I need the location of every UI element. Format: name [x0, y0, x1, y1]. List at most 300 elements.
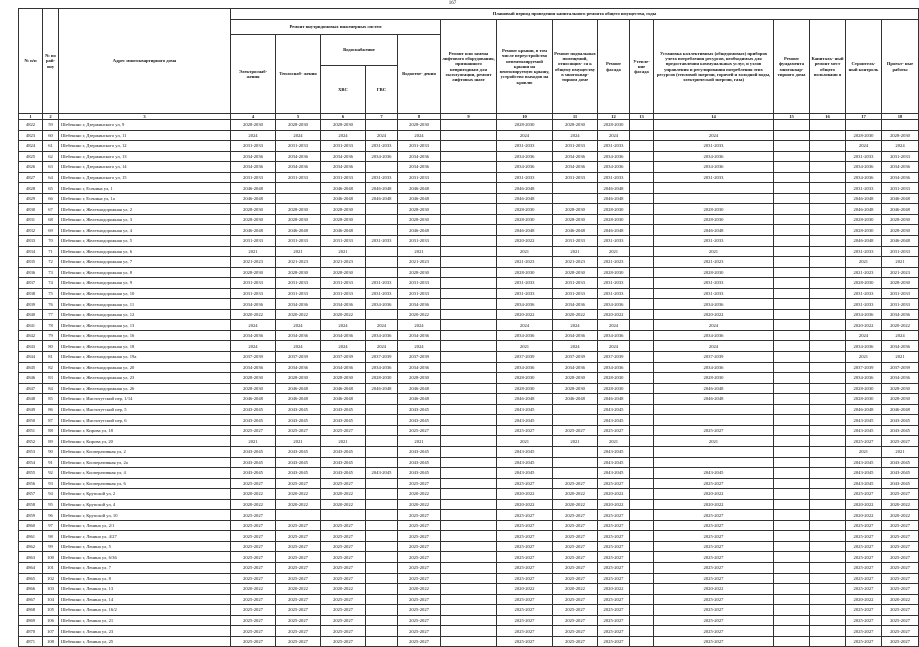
table-cell: 2025-2027 [497, 478, 553, 489]
table-cell: 2020-2022 [882, 594, 919, 605]
table-cell: 2034-2036 [321, 299, 366, 310]
address-cell: Шебекино г, Ленина ул, 16/2 [59, 605, 231, 616]
table-cell: 2021 [846, 257, 882, 268]
table-cell: 2034-2036 [553, 299, 598, 310]
table-cell: 2025-2027 [846, 552, 882, 563]
table-cell [810, 394, 846, 405]
table-cell: 2025-2027 [598, 425, 630, 436]
table-cell: 2025-2027 [882, 562, 919, 573]
table-cell [366, 562, 398, 573]
table-cell: 2025-2027 [231, 605, 276, 616]
table-cell [774, 594, 810, 605]
table-cell: 2028-2030 [846, 394, 882, 405]
table-cell: 2034-2036 [497, 299, 553, 310]
table-cell [366, 394, 398, 405]
table-cell [630, 172, 654, 183]
table-cell: 2031-2033 [321, 141, 366, 152]
table-cell: 2034-2036 [598, 362, 630, 373]
table-cell [810, 499, 846, 510]
table-cell [441, 151, 497, 162]
table-cell [441, 636, 497, 647]
table-cell [441, 415, 497, 426]
table-cell [774, 404, 810, 415]
table-cell [810, 415, 846, 426]
table-cell [630, 214, 654, 225]
table-cell: 92 [43, 468, 59, 479]
address-cell: Шебекино г, Железнодорожная ул, 7 [59, 257, 231, 268]
table-cell: 2025-2027 [321, 478, 366, 489]
table-cell: 2024 [497, 320, 553, 331]
table-cell: 2025-2027 [846, 531, 882, 542]
table-cell: 2025-2027 [398, 478, 441, 489]
table-cell [810, 425, 846, 436]
table-cell [366, 162, 398, 173]
address-cell: Шебекино г, Дзержинского ул, 11 [59, 130, 231, 141]
table-cell: 2021-2023 [846, 267, 882, 278]
table-cell: 2025-2027 [321, 605, 366, 616]
table-cell [366, 615, 398, 626]
table-cell: 2025-2027 [846, 489, 882, 500]
table-cell: 2025-2027 [598, 552, 630, 563]
table-cell: 2025-2027 [321, 531, 366, 542]
table-cell [441, 468, 497, 479]
table-row [19, 573, 919, 584]
table-cell: 4867 [19, 594, 43, 605]
table-cell [553, 415, 598, 426]
table-cell: 2025-2027 [598, 626, 630, 637]
table-cell: 2025-2027 [553, 573, 598, 584]
table-body [19, 114, 919, 647]
table-cell: 2025-2027 [321, 425, 366, 436]
header-basement: Ремонт подвальных помещений, относящих- ся к общему имуществу в многоквар- тирном доме [553, 20, 598, 114]
table-cell: 2028-2030 [398, 267, 441, 278]
table-cell: 2046-2048 [654, 383, 774, 394]
table-cell: 2021 [598, 246, 630, 257]
table-cell: 2034-2036 [276, 362, 321, 373]
table-cell [366, 541, 398, 552]
table-cell: 2028-2030 [598, 383, 630, 394]
address-cell: Шебекино г, Крупской ул, 10 [59, 510, 231, 521]
column-number: 4 [231, 114, 276, 120]
table-cell: 2031-2033 [497, 278, 553, 289]
table-cell: 2034-2036 [276, 299, 321, 310]
table-cell [366, 267, 398, 278]
address-cell: Шебекино г, Крупской ул, 2 [59, 489, 231, 500]
table-row [19, 362, 919, 373]
table-cell [810, 236, 846, 247]
table-cell: 2028-2030 [231, 267, 276, 278]
table-cell [810, 120, 846, 131]
table-cell: 2025-2027 [654, 636, 774, 647]
table-cell: 2025-2027 [654, 541, 774, 552]
table-row [19, 172, 919, 183]
table-cell [630, 605, 654, 616]
table-cell: 101 [43, 562, 59, 573]
table-cell: 4848 [19, 394, 43, 405]
table-cell: 2031-2033 [846, 299, 882, 310]
table-cell: 2025-2027 [882, 615, 919, 626]
address-cell: Шебекино г, Железнодорожная ул, 4 [59, 225, 231, 236]
address-cell: Шебекино г, Институтский пер, 5 [59, 404, 231, 415]
table-cell: 2034-2036 [321, 162, 366, 173]
table-cell [630, 257, 654, 268]
table-cell: 2028-2030 [598, 373, 630, 384]
table-cell [441, 193, 497, 204]
table-cell [441, 309, 497, 320]
table-cell: 2025-2027 [276, 636, 321, 647]
repair-schedule-table [18, 8, 919, 647]
table-cell: 2028-2030 [553, 267, 598, 278]
table-cell [774, 246, 810, 257]
table-cell: 2025-2027 [598, 573, 630, 584]
table-cell: 2043-2045 [882, 415, 919, 426]
table-cell: 2043-2045 [846, 478, 882, 489]
table-cell: 2025-2027 [882, 573, 919, 584]
table-cell: 104 [43, 594, 59, 605]
table-cell: 2025-2027 [882, 520, 919, 531]
table-cell: 4863 [19, 552, 43, 563]
header-design-works: Проект- ные работы [882, 20, 919, 114]
table-cell: 2024 [398, 130, 441, 141]
table-row [19, 299, 919, 310]
table-cell: 2037-2039 [366, 352, 398, 363]
table-cell: 72 [43, 257, 59, 268]
table-cell: 2020-2022 [882, 320, 919, 331]
table-cell: 2031-2033 [598, 288, 630, 299]
column-number: 14 [654, 114, 774, 120]
table-cell: 86 [43, 404, 59, 415]
table-cell: 2034-2036 [654, 162, 774, 173]
table-cell: 59 [43, 120, 59, 131]
table-cell: 2046-2048 [882, 236, 919, 247]
table-cell: 62 [43, 151, 59, 162]
table-cell: 2021-2023 [276, 257, 321, 268]
table-cell: 89 [43, 436, 59, 447]
table-cell [366, 584, 398, 595]
table-cell: 2025-2027 [882, 552, 919, 563]
table-cell: 2025-2027 [321, 520, 366, 531]
table-cell: 4856 [19, 478, 43, 489]
table-cell: 2024 [366, 320, 398, 331]
table-cell [630, 352, 654, 363]
table-cell: 2025-2027 [497, 626, 553, 637]
table-cell: 2043-2045 [882, 457, 919, 468]
table-cell: 2034-2036 [654, 151, 774, 162]
table-cell: 2024 [321, 320, 366, 331]
table-cell [441, 204, 497, 215]
table-cell [774, 141, 810, 152]
table-cell [774, 130, 810, 141]
table-cell [630, 531, 654, 542]
table-cell [366, 425, 398, 436]
table-cell: 2031-2033 [654, 288, 774, 299]
table-cell: 2046-2048 [398, 383, 441, 394]
table-cell [441, 394, 497, 405]
table-cell [774, 193, 810, 204]
table-cell: 2043-2045 [231, 404, 276, 415]
table-cell: 2028-2030 [231, 383, 276, 394]
table-row [19, 267, 919, 278]
table-row [19, 383, 919, 394]
table-cell: 2020-2022 [846, 320, 882, 331]
table-cell [630, 436, 654, 447]
address-cell: Шебекино г, Есенина ул, 1а [59, 193, 231, 204]
table-cell: 2046-2048 [276, 383, 321, 394]
table-cell: 2028-2030 [654, 204, 774, 215]
table-cell [810, 299, 846, 310]
table-cell: 2024 [276, 320, 321, 331]
table-cell: 2034-2036 [553, 330, 598, 341]
table-cell: 2028-2030 [882, 214, 919, 225]
table-cell: 2028-2030 [846, 225, 882, 236]
table-cell [774, 299, 810, 310]
table-cell [441, 436, 497, 447]
table-cell: 2028-2030 [231, 204, 276, 215]
table-cell: 2025-2027 [882, 489, 919, 500]
table-cell [630, 278, 654, 289]
table-cell: 2043-2045 [398, 457, 441, 468]
table-cell: 2046-2048 [497, 193, 553, 204]
address-cell: Шебекино г, Железнодорожная ул, 2 [59, 204, 231, 215]
table-cell: 2031-2033 [497, 141, 553, 152]
table-row [19, 288, 919, 299]
table-cell [441, 531, 497, 542]
table-cell: 2025-2027 [398, 626, 441, 637]
table-cell: 2020-2022 [231, 489, 276, 500]
table-cell: 2025-2027 [598, 562, 630, 573]
table-cell: 63 [43, 162, 59, 173]
table-cell [366, 531, 398, 542]
table-cell [630, 562, 654, 573]
table-cell: 67 [43, 204, 59, 215]
header-elevator: Ремонт или замена лифтового оборудования, признанного непригодным для эксплуатации, ремонт лифтовых шахт [441, 20, 497, 114]
table-cell: 2020-2022 [654, 499, 774, 510]
table-cell: 2043-2045 [846, 425, 882, 436]
table-cell: 2025-2027 [846, 605, 882, 616]
table-cell: 2020-2022 [231, 584, 276, 595]
table-cell: 4861 [19, 531, 43, 542]
header-drainage: Водоотве- дения [398, 35, 441, 114]
table-cell: 2020-2022 [276, 584, 321, 595]
table-cell [810, 605, 846, 616]
table-cell: 2025-2027 [398, 531, 441, 542]
table-cell [810, 436, 846, 447]
table-cell: 2024 [398, 341, 441, 352]
table-cell: 2025-2027 [231, 541, 276, 552]
address-cell: Шебекино г, Кооперативная ул, 6 [59, 478, 231, 489]
table-row [19, 552, 919, 563]
table-cell [774, 257, 810, 268]
table-cell: 2046-2048 [846, 404, 882, 415]
table-cell: 2025-2027 [497, 594, 553, 605]
column-number: 2 [43, 114, 59, 120]
table-cell: 80 [43, 341, 59, 352]
table-cell: 2021 [654, 246, 774, 257]
table-cell [774, 415, 810, 426]
table-cell: 2025-2027 [276, 562, 321, 573]
table-cell [810, 267, 846, 278]
table-cell: 2025-2027 [231, 552, 276, 563]
table-cell: 2046-2048 [231, 193, 276, 204]
table-cell [810, 130, 846, 141]
table-cell [366, 415, 398, 426]
table-cell: 77 [43, 309, 59, 320]
table-cell: 2020-2022 [398, 584, 441, 595]
table-row [19, 320, 919, 331]
table-cell [882, 120, 919, 131]
column-number: 3 [59, 114, 231, 120]
table-cell: 2034-2036 [654, 362, 774, 373]
table-cell: 2025-2027 [276, 531, 321, 542]
table-cell [774, 573, 810, 584]
table-cell: 4850 [19, 415, 43, 426]
table-cell [441, 520, 497, 531]
table-cell: 4831 [19, 214, 43, 225]
table-cell [654, 446, 774, 457]
table-cell: 61 [43, 141, 59, 152]
table-cell: 2021 [321, 246, 366, 257]
table-cell: 2037-2039 [882, 362, 919, 373]
address-cell: Шебекино г, Дзержинского ул, 15 [59, 172, 231, 183]
table-cell: 2025-2027 [398, 520, 441, 531]
table-cell: 4865 [19, 573, 43, 584]
table-cell [630, 130, 654, 141]
table-cell: 2025-2027 [497, 605, 553, 616]
table-cell: 2025-2027 [276, 478, 321, 489]
table-cell: 2034-2036 [654, 330, 774, 341]
table-cell: 4822 [19, 120, 43, 131]
table-cell: 2025-2027 [598, 520, 630, 531]
table-cell [630, 594, 654, 605]
table-cell: 2046-2048 [398, 394, 441, 405]
table-cell [441, 120, 497, 131]
table-cell [630, 394, 654, 405]
table-cell [366, 520, 398, 531]
table-cell: 2025-2027 [231, 626, 276, 637]
table-cell: 2025-2027 [497, 636, 553, 647]
table-cell [774, 457, 810, 468]
table-cell [441, 236, 497, 247]
table-cell: 2020-2022 [553, 584, 598, 595]
table-cell [774, 584, 810, 595]
table-cell [366, 552, 398, 563]
table-row [19, 605, 919, 616]
table-cell [774, 626, 810, 637]
table-cell: 2046-2048 [321, 225, 366, 236]
table-cell: 2020-2022 [598, 499, 630, 510]
table-cell: 2031-2033 [366, 288, 398, 299]
table-cell: 2021-2023 [882, 267, 919, 278]
table-row [19, 341, 919, 352]
table-cell: 4853 [19, 446, 43, 457]
header-water-supply: Водоснабжение [321, 35, 397, 66]
table-cell: 2034-2036 [398, 299, 441, 310]
table-cell: 2034-2036 [846, 162, 882, 173]
table-cell: 2025-2027 [598, 541, 630, 552]
table-cell: 66 [43, 193, 59, 204]
table-cell: 2046-2048 [553, 394, 598, 405]
table-cell [630, 636, 654, 647]
table-cell: 4868 [19, 605, 43, 616]
table-cell [810, 562, 846, 573]
table-cell: 4849 [19, 404, 43, 415]
table-cell [441, 257, 497, 268]
table-cell [630, 615, 654, 626]
table-cell [630, 478, 654, 489]
table-cell [810, 193, 846, 204]
table-cell [630, 151, 654, 162]
table-cell [366, 204, 398, 215]
table-cell: 2046-2048 [366, 193, 398, 204]
table-cell: 2034-2036 [321, 330, 366, 341]
table-cell: 2021 [398, 246, 441, 257]
table-cell [630, 204, 654, 215]
column-number: 6 [321, 114, 366, 120]
table-cell: 2034-2036 [882, 162, 919, 173]
table-cell [774, 352, 810, 363]
header-roof: Ремонт крыши, в том числе переустройство невентилируемой крыши на вентилируемую крышу, устройство выходов на кровлю [497, 20, 553, 114]
table-cell: 2028-2030 [654, 214, 774, 225]
table-cell: 2024 [276, 341, 321, 352]
table-cell: 4846 [19, 373, 43, 384]
address-cell: Шебекино г, Железнодорожная ул, 8 [59, 267, 231, 278]
table-cell: 2034-2036 [553, 162, 598, 173]
table-row [19, 162, 919, 173]
table-cell: 2031-2033 [321, 288, 366, 299]
table-cell: 2037-2039 [553, 352, 598, 363]
table-cell: 2034-2036 [598, 330, 630, 341]
table-cell: 4843 [19, 341, 43, 352]
table-cell [810, 520, 846, 531]
table-cell: 96 [43, 510, 59, 521]
address-cell: Шебекино г, Железнодорожная ул, 5 [59, 236, 231, 247]
table-cell: 2046-2048 [398, 193, 441, 204]
table-cell [774, 499, 810, 510]
table-cell [366, 489, 398, 500]
table-cell: 2025-2027 [497, 531, 553, 542]
table-cell: 2025-2027 [553, 541, 598, 552]
table-cell: 2028-2030 [398, 214, 441, 225]
address-cell: Шебекино г, Ленина ул, 7 [59, 562, 231, 573]
table-cell [441, 172, 497, 183]
table-cell: 2025-2027 [497, 510, 553, 521]
table-cell: 2021 [846, 352, 882, 363]
table-cell: 2025-2027 [598, 478, 630, 489]
table-cell: 97 [43, 520, 59, 531]
table-cell: 75 [43, 288, 59, 299]
table-cell: 4862 [19, 541, 43, 552]
table-row [19, 446, 919, 457]
table-cell: 2034-2036 [882, 373, 919, 384]
table-cell: 2025-2027 [321, 626, 366, 637]
table-cell [630, 236, 654, 247]
table-cell: 2043-2045 [598, 457, 630, 468]
table-row [19, 531, 919, 542]
table-cell [441, 183, 497, 194]
table-cell [774, 510, 810, 521]
table-cell: 4838 [19, 288, 43, 299]
table-cell: 2043-2045 [598, 468, 630, 479]
table-cell [441, 214, 497, 225]
table-cell: 2028-2030 [321, 120, 366, 131]
table-cell: 2028-2030 [366, 373, 398, 384]
table-cell [810, 541, 846, 552]
table-cell: 2025-2027 [654, 531, 774, 542]
table-cell: 2025-2027 [882, 605, 919, 616]
table-cell: 103 [43, 584, 59, 595]
table-cell: 99 [43, 541, 59, 552]
table-cell [441, 246, 497, 257]
